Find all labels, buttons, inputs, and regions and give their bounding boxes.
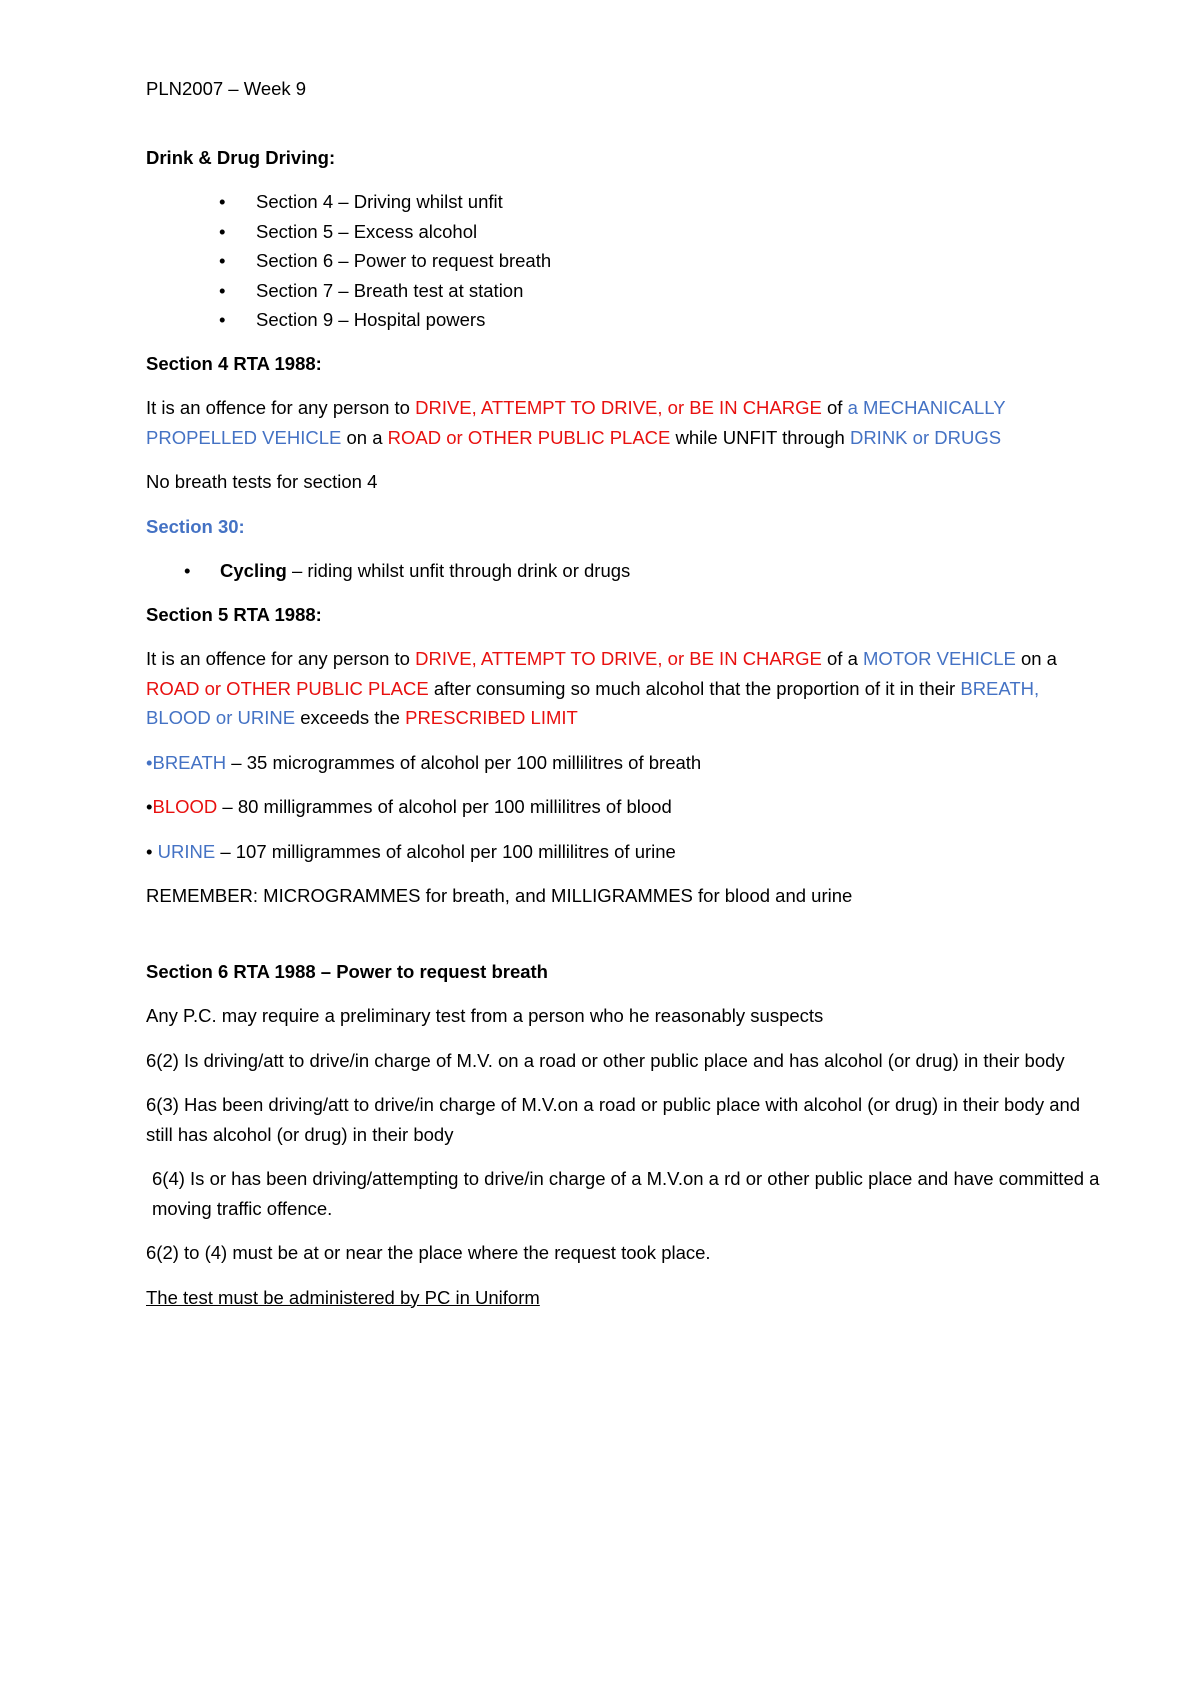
text-run: It is an offence for any person to [146,648,416,669]
bullet: • [146,840,158,862]
text-run: It is an offence for any person to [146,397,416,418]
highlight-blue: MOTOR VEHICLE [863,648,1016,669]
section-30-heading: Section 30: [146,515,245,537]
text-run: – 107 milligrammes of alcohol per 100 millilitres of urine [215,840,676,862]
highlight-red: DRIVE, ATTEMPT TO DRIVE, or BE IN CHARGE [415,648,822,669]
text-run: while UNFIT through [670,426,850,448]
section-4-heading: Section 4 RTA 1988: [146,352,322,374]
section-4-note: No breath tests for section 4 [146,471,378,492]
highlight-red: BLOOD [152,796,218,817]
text-run: on a [1015,648,1057,669]
text-run: after consuming so much alcohol that the proportion of it in their [428,677,961,699]
section-6-2: 6(2) Is driving/att to drive/in charge of M.V. on a road or other public place and has alcohol (or drug) in their body [146,1049,1065,1071]
highlight-red: ROAD or OTHER PUBLIC PLACE [387,426,671,448]
blood-limit [146,792,1100,822]
list-item: • Section 5 – Excess alcohol [146,217,1100,247]
list-item: • Section 4 – Driving whilst unfit [146,187,1100,217]
highlight-red: ROAD or OTHER PUBLIC PLACE [146,677,429,699]
text-run: – 35 microgrammes of alcohol per 100 millilitres of breath [226,751,702,773]
breath-limit [146,748,1100,778]
section-4-paragraph [146,393,1100,452]
remember-note: REMEMBER: MICROGRAMMES for breath, and MILLIGRAMMES for blood and urine [146,885,853,906]
section-6-3: 6(3) Has been driving/att to drive/in charge of M.V.on a road or public place with alcohol (or drug) in their body and still has alcohol (or drug) in their body [146,1094,1081,1145]
text-run: of [821,397,848,418]
highlight-blue: BREATH, BLOOD or URINE [146,677,1040,728]
bullet: • [146,796,153,817]
highlight-red: PRESCRIBED LIMIT [405,707,578,728]
sections-list [146,187,1100,335]
highlight-blue: BREATH [152,751,227,773]
underlined-text: The test must be administered by PC in Uniform [146,1286,540,1308]
text-run: – riding whilst unfit through drink or drugs [286,560,631,581]
section-5-paragraph [146,644,1100,733]
highlight-blue: a MECHANICALLY PROPELLED VEHICLE [146,397,1006,448]
section-6-heading: Section 6 RTA 1988 – Power to request breath [146,960,548,982]
section-30-list [146,556,1100,586]
list-item: • Section 6 – Power to request breath [146,246,1100,276]
text-run: exceeds the [295,707,406,728]
drink-drug-heading: Drink & Drug Driving: [146,146,336,168]
highlight-blue: URINE [157,840,216,862]
urine-limit [146,837,1100,867]
text-run: – 80 milligrammes of alcohol per 100 millilitres of blood [217,796,672,817]
section-6-scope: 6(2) to (4) must be at or near the place where the request took place. [146,1242,711,1263]
list-item: • Section 9 – Hospital powers [146,305,1100,335]
section-6-intro: Any P.C. may require a preliminary test from a person who he reasonably suspects [146,1005,824,1026]
list-item [146,556,1100,586]
text-run: of a [821,648,863,669]
section-5-heading: Section 5 RTA 1988: [146,603,322,625]
highlight-red: DRIVE, ATTEMPT TO DRIVE, or BE IN CHARGE [415,397,822,418]
highlight-blue: DRINK or DRUGS [849,426,1002,448]
section-6-4: 6(4) Is or has been driving/attempting to drive/in charge of a M.V.on a rd or other public place and have committed a moving traffic offence. [152,1168,1100,1219]
bullet: • [146,751,153,773]
list-item: • Section 7 – Breath test at station [146,276,1100,306]
text-run: on a [341,426,388,448]
section-6-uniform-note [146,1283,1100,1313]
page-header: PLN2007 – Week 9 [146,78,307,99]
cycling-label: Cycling [220,560,287,581]
